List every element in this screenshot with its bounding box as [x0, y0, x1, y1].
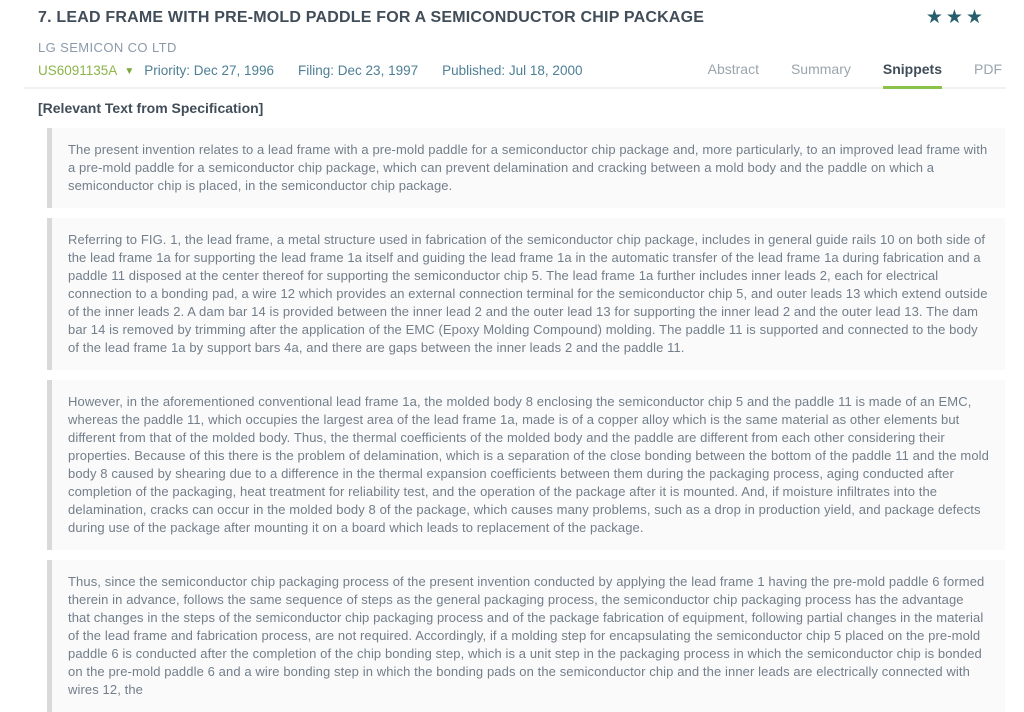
result-header [0, 0, 1024, 55]
tab-summary[interactable]: Summary [790, 61, 851, 77]
star-icon[interactable]: ★ [925, 7, 946, 28]
snippet-paragraph: The present invention relates to a lead frame with a pre-mold paddle for a semiconductor chip package and, more particularly, to an improved lead frame with a pre-mold paddle for a semiconductor chip package, which can prevent delamination and cracking between a mold body and the paddle on which a semiconductor chip is placed, in the semiconductor chip package. [47, 128, 1005, 208]
star-icon[interactable]: ★ [945, 7, 966, 28]
filing-date: Filing: Dec 23, 1997 [298, 63, 419, 78]
section-heading: [Relevant Text from Specification] [38, 100, 264, 116]
published-date: Published: Jul 18, 2000 [442, 63, 583, 78]
rating-stars[interactable] [926, 6, 986, 29]
tab-pdf[interactable]: PDF [974, 61, 1002, 77]
snippet-paragraph: Referring to FIG. 1, the lead frame, a metal structure used in fabrication of the semiconductor chip package, includes in general guide rails 10 on both side of the lead frame 1a for supporting the lead frame 1a itself and guiding the lead frame 1a in the automatic transfer of the lead frame 1a during fabrication and a paddle 11 disposed at the center thereof for supporting the semiconductor chip 5. The lead frame 1a further includes inner leads 2, each for electrical connection to a bonding pad, a wire 12 which provides an external connection terminal for the semiconductor chip 5, and outer leads 13 which extend outside of the inner leads 2. A dam bar 14 is provided between the inner lead 2 and the outer lead 13 for supporting the inner lead 2 and the outer lead 13. The dam bar 14 is removed by trimming after the application of the EMC (Epoxy Molding Compound) molding. The paddle 11 is supported and connected to the body of the lead frame 1a by support bars 4a, and there are gaps between the inner leads 2 and the paddle 11. [47, 218, 1005, 370]
patent-number-link[interactable]: US6091135A [38, 63, 118, 78]
tab-bar [708, 61, 1006, 87]
snippet-paragraph: However, in the aforementioned conventional lead frame 1a, the molded body 8 enclosing the semiconductor chip 5 and the paddle 11 is made of an EMC, whereas the paddle 11, which occupies the largest area of the lead frame 1a, made is of a copper alloy which is the same material as other elements but different from that of the molded body. Thus, the thermal coefficients of the molded body and the paddle are different from each other considering their properties. Because of this there is the problem of delamination, which is a separation of the close bonding between the bottom of the paddle 11 and the mold body 8 caused by shearing due to a difference in the thermal expansion coefficients between them during the packaging process, aging conducted after completion of the packaging, heat treatment for reliability test, and the operation of the package after it is mounted. And, if moisture infiltrates into the delamination, cracks can occur in the molded body 8 of the package, which causes many problems, such as a drop in production yield, and package defects during use of the package after mounting it on a board which leads to replacement of the package. [47, 380, 1005, 550]
chevron-down-icon[interactable]: ▼ [124, 65, 135, 77]
snippet-list [47, 128, 1005, 712]
assignee-name: LG SEMICON CO LTD [38, 40, 177, 55]
priority-date: Priority: Dec 27, 1996 [144, 63, 275, 78]
tab-abstract[interactable]: Abstract [707, 61, 759, 77]
meta-tab-row [24, 57, 1006, 89]
snippet-paragraph: Thus, since the semiconductor chip packaging process of the present invention conducted by applying the lead frame 1 having the pre-mold paddle 6 formed therein in advance, follows the same sequence of steps as the general packaging process, the semiconductor chip packaging process has the advantage that changes in the steps of the semiconductor chip packaging process and of the package fabrication of equipment, following partial changes in the material of the lead frame and fabrication process, are not required. Accordingly, if a molding step for encapsulating the semiconductor chip 5 placed on the pre-mold paddle 6 is conducted after the completion of the chip bonding step, which is a unit step in the packaging process in which the semiconductor chip is bonded on the pre-mold paddle 6 and a wire bonding step in which the bonding pads on the semiconductor chip and the inner leads are electrically connected with wires 12, the [47, 560, 1005, 712]
page-title: 7. LEAD FRAME WITH PRE-MOLD PADDLE FOR A SEMICONDUCTOR CHIP PACKAGE [38, 9, 705, 26]
tab-snippets[interactable]: Snippets [883, 61, 942, 89]
star-icon[interactable]: ★ [965, 7, 986, 28]
